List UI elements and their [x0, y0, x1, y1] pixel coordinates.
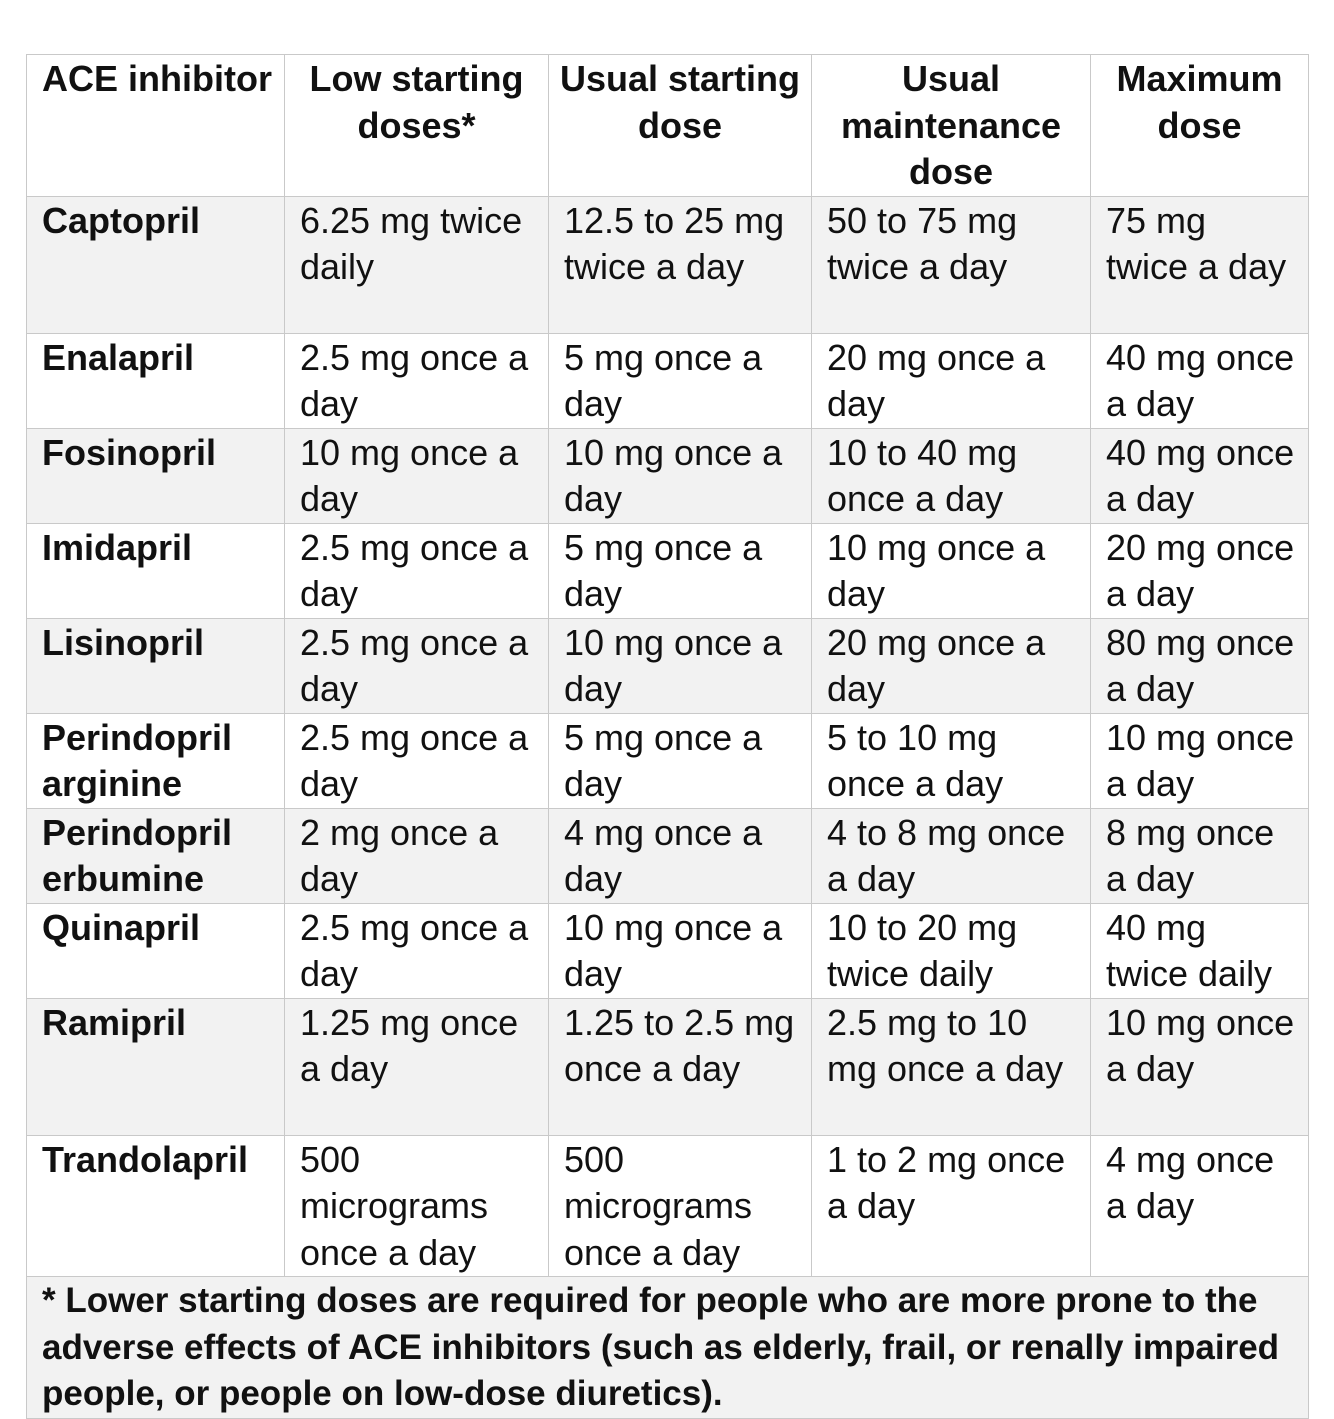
low-starting-dose: 2.5 mg once a day [285, 713, 549, 808]
usual-maintenance-dose: 1 to 2 mg once a day [812, 1135, 1091, 1277]
drug-name: Enalapril [27, 333, 285, 428]
low-starting-dose: 2.5 mg once a day [285, 523, 549, 618]
usual-maintenance-dose: 10 to 20 mg twice daily [812, 903, 1091, 998]
maximum-dose: 20 mg once a day [1091, 523, 1309, 618]
table-row-perindopril-arginine [27, 713, 1309, 808]
usual-maintenance-dose: 2.5 mg to 10 mg once a day [812, 998, 1091, 1135]
usual-starting-dose: 1.25 to 2.5 mg once a day [549, 998, 812, 1135]
usual-maintenance-dose: 10 to 40 mg once a day [812, 428, 1091, 523]
maximum-dose: 40 mg once a day [1091, 428, 1309, 523]
low-starting-dose: 2.5 mg once a day [285, 333, 549, 428]
header-low-starting-doses: Low starting doses* [285, 55, 549, 197]
drug-name: Lisinopril [27, 618, 285, 713]
low-starting-dose: 2.5 mg once a day [285, 618, 549, 713]
table-row-captopril [27, 196, 1309, 333]
drug-name: Trandolapril [27, 1135, 285, 1277]
usual-starting-dose: 5 mg once a day [549, 333, 812, 428]
table-row-trandolapril [27, 1135, 1309, 1277]
usual-starting-dose: 4 mg once a day [549, 808, 812, 903]
footnote-row [27, 1277, 1309, 1419]
usual-maintenance-dose: 50 to 75 mg twice a day [812, 196, 1091, 333]
table-row-quinapril [27, 903, 1309, 998]
maximum-dose: 40 mg once a day [1091, 333, 1309, 428]
usual-starting-dose: 10 mg once a day [549, 428, 812, 523]
footnote: * Lower starting doses are required for people who are more prone to the adverse effects of ACE inhibitors (such as elderly, frail, or renally impaired people, or people on low-dose diuretics). [27, 1277, 1309, 1419]
header-usual-starting-dose: Usual starting dose [549, 55, 812, 197]
usual-maintenance-dose: 4 to 8 mg once a day [812, 808, 1091, 903]
header-maximum-dose: Maximum dose [1091, 55, 1309, 197]
maximum-dose: 10 mg once a day [1091, 713, 1309, 808]
table-row-lisinopril [27, 618, 1309, 713]
drug-name: Captopril [27, 196, 285, 333]
drug-name: Fosinopril [27, 428, 285, 523]
usual-maintenance-dose: 20 mg once a day [812, 618, 1091, 713]
usual-starting-dose: 500 micrograms once a day [549, 1135, 812, 1277]
table-row-enalapril [27, 333, 1309, 428]
drug-name: Perindopril erbumine [27, 808, 285, 903]
usual-starting-dose: 10 mg once a day [549, 618, 812, 713]
usual-starting-dose: 10 mg once a day [549, 903, 812, 998]
usual-maintenance-dose: 5 to 10 mg once a day [812, 713, 1091, 808]
table-row-imidapril [27, 523, 1309, 618]
ace-inhibitor-dose-table [26, 54, 1309, 1419]
maximum-dose: 80 mg once a day [1091, 618, 1309, 713]
table-row-fosinopril [27, 428, 1309, 523]
usual-starting-dose: 5 mg once a day [549, 713, 812, 808]
maximum-dose: 4 mg once a day [1091, 1135, 1309, 1277]
usual-maintenance-dose: 10 mg once a day [812, 523, 1091, 618]
usual-starting-dose: 12.5 to 25 mg twice a day [549, 196, 812, 333]
drug-name: Imidapril [27, 523, 285, 618]
low-starting-dose: 6.25 mg twice daily [285, 196, 549, 333]
header-ace-inhibitor: ACE inhibitor [27, 55, 285, 197]
usual-maintenance-dose: 20 mg once a day [812, 333, 1091, 428]
low-starting-dose: 10 mg once a day [285, 428, 549, 523]
maximum-dose: 8 mg once a day [1091, 808, 1309, 903]
maximum-dose: 10 mg once a day [1091, 998, 1309, 1135]
low-starting-dose: 500 micrograms once a day [285, 1135, 549, 1277]
maximum-dose: 75 mg twice a day [1091, 196, 1309, 333]
drug-name: Quinapril [27, 903, 285, 998]
header-usual-maintenance-dose: Usual maintenance dose [812, 55, 1091, 197]
drug-name: Perindopril arginine [27, 713, 285, 808]
usual-starting-dose: 5 mg once a day [549, 523, 812, 618]
maximum-dose: 40 mg twice daily [1091, 903, 1309, 998]
low-starting-dose: 1.25 mg once a day [285, 998, 549, 1135]
header-row [27, 55, 1309, 197]
low-starting-dose: 2.5 mg once a day [285, 903, 549, 998]
drug-name: Ramipril [27, 998, 285, 1135]
table-row-perindopril-erbumine [27, 808, 1309, 903]
table-row-ramipril [27, 998, 1309, 1135]
low-starting-dose: 2 mg once a day [285, 808, 549, 903]
